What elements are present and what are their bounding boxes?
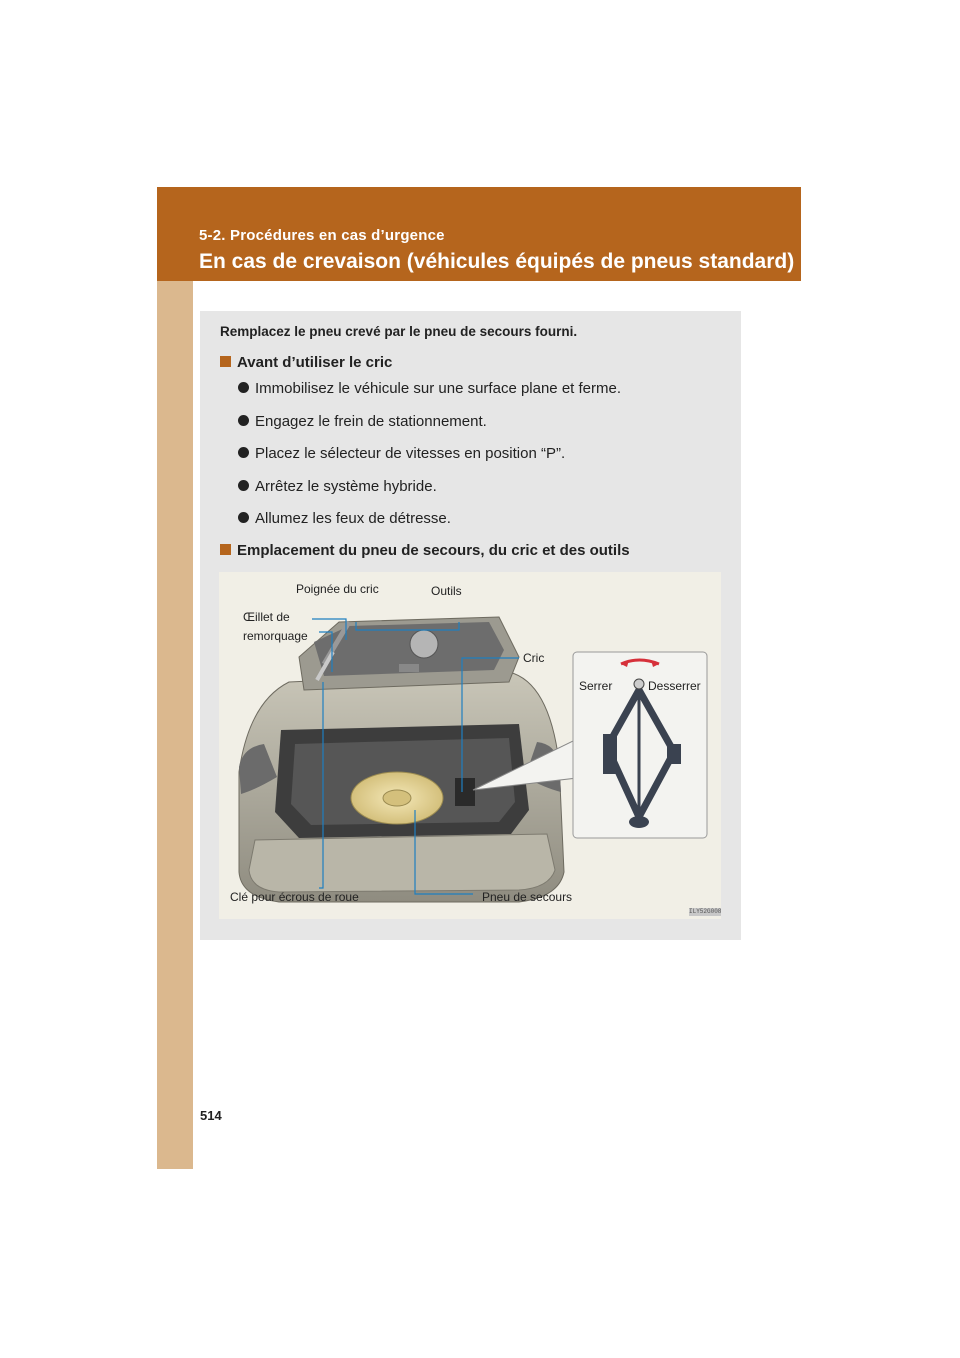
label-towing-eyelet-line2: remorquage xyxy=(243,629,308,643)
round-bullet-icon xyxy=(238,447,249,458)
square-bullet-icon xyxy=(220,544,231,555)
label-loosen: Desserrer xyxy=(648,679,701,693)
round-bullet-icon xyxy=(238,382,249,393)
bullet-item: Allumez les feux de détresse. xyxy=(238,510,451,527)
trunk-illustration xyxy=(219,572,721,919)
heading-spare-location: Emplacement du pneu de secours, du cric et des outils xyxy=(220,542,630,559)
content-panel xyxy=(200,311,741,940)
label-jack: Cric xyxy=(523,651,545,665)
label-towing-eyelet-line1: Œillet de xyxy=(243,610,290,624)
page-number: 514 xyxy=(200,1108,222,1123)
page-title: En cas de crevaison (véhicules équipés de pneus standard) xyxy=(199,250,795,273)
figure-code: ILY52G008 xyxy=(689,908,721,915)
label-spare-tire: Pneu de secours xyxy=(482,890,573,904)
label-tools: Outils xyxy=(431,584,462,598)
bullet-item: Placez le sélecteur de vitesses en position “P”. xyxy=(238,445,565,462)
round-bullet-icon xyxy=(238,415,249,426)
car-trunk-drawing xyxy=(219,572,721,919)
heading-before-jack: Avant d’utiliser le cric xyxy=(220,354,392,371)
round-bullet-icon xyxy=(238,512,249,523)
chapter-header xyxy=(157,187,801,281)
bullet-item: Immobilisez le véhicule sur une surface plane et ferme. xyxy=(238,380,621,397)
round-bullet-icon xyxy=(238,480,249,491)
label-wheel-nut-wrench: Clé pour écrous de roue xyxy=(230,890,359,904)
bullet-item: Arrêtez le système hybride. xyxy=(238,478,437,495)
bullet-item: Engagez le frein de stationnement. xyxy=(238,413,487,430)
label-tighten: Serrer xyxy=(579,679,613,693)
label-jack-handle: Poignée du cric xyxy=(296,582,379,596)
square-bullet-icon xyxy=(220,356,231,367)
section-label: 5-2. Procédures en cas d’urgence xyxy=(199,227,445,244)
intro-text: Remplacez le pneu crevé par le pneu de secours fourni. xyxy=(220,324,578,339)
page-sidebar-strip xyxy=(157,187,193,1169)
